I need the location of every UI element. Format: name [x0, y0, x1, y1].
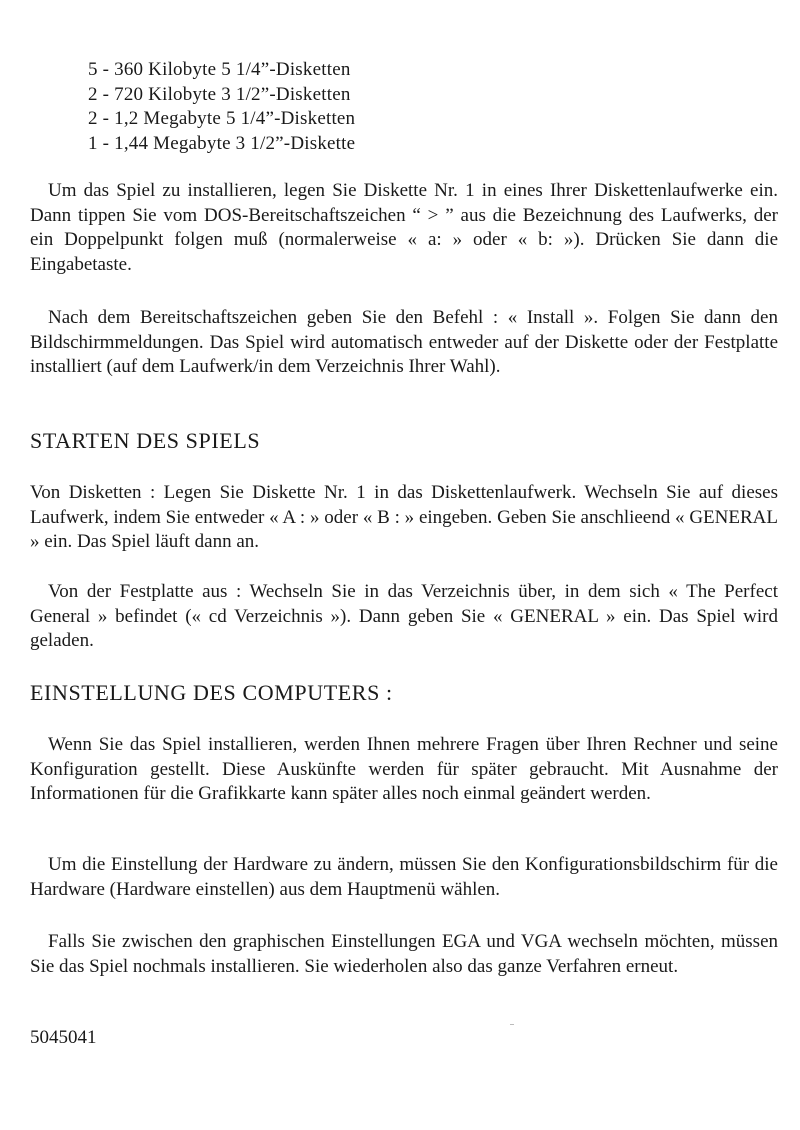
computer-paragraph-1-text: Wenn Sie das Spiel installieren, werden Ihnen mehrere Fragen über Ihren Rechner und seine Konfiguration gestellt. Diese Auskünfte werden für später gebraucht. Mit Ausnahme der Informationen für die Grafikkarte kann später alles noch einmal geändert werden. [30, 734, 778, 804]
start-paragraph-2 [30, 580, 778, 654]
scan-speck [510, 1024, 514, 1025]
document-code: 5045041 [30, 1027, 97, 1048]
section-heading-computer: EINSTELLUNG DES COMPUTERS : [30, 680, 393, 705]
start-paragraph-1 [30, 481, 778, 555]
computer-paragraph-1 [30, 733, 778, 807]
install-paragraph-2 [30, 306, 778, 380]
list-item: 5 - 360 Kilobyte 5 1/4”-Disketten [88, 59, 351, 80]
list-item: 1 - 1,44 Megabyte 3 1/2”-Diskette [88, 132, 356, 154]
install-paragraph-1-text: Um das Spiel zu installieren, legen Sie Diskette Nr. 1 in eines Ihrer Diskettenlaufwerke ein. Dann tippen Sie vom DOS-Bereitschaftszeichen “ > ” aus die Bezeichnung des Laufwerks, der ein Doppelpunkt folgen muß (normalerweise « a: » oder « b: »). Drücken Sie dann die Eingabetaste. [30, 180, 778, 275]
computer-paragraph-2 [30, 853, 778, 902]
start-paragraph-2-text: Von der Festplatte aus : Wechseln Sie in das Verzeichnis über, in dem sich « The Perfect General » befindet (« cd Verzeichnis »). Dann geben Sie « GENERAL » ein. Das Spiel wird geladen. [30, 581, 778, 651]
list-item: 2 - 1,2 Megabyte 5 1/4”-Disketten [88, 108, 356, 129]
computer-paragraph-3-text: Falls Sie zwischen den graphischen Einstellungen EGA und VGA wechseln möchten, müssen Sie das Spiel nochmals installieren. Sie wiederholen also das ganze Verfahren erneut. [30, 931, 778, 977]
section-heading-start: STARTEN DES SPIELS [30, 428, 261, 453]
computer-paragraph-2-text: Um die Einstellung der Hardware zu ändern, müssen Sie den Konfigurationsbildschirm für die Hardware (Hardware einstellen) aus dem Hauptmenü wählen. [30, 854, 778, 900]
start-paragraph-1-text: Von Disketten : Legen Sie Diskette Nr. 1 in das Diskettenlaufwerk. Wechseln Sie auf dieses Laufwerk, indem Sie entweder « A : » oder « B : » eingeben. Geben Sie anschlieend « GENERAL » ein. Das Spiel läuft dann an. [30, 482, 778, 552]
computer-paragraph-3 [30, 930, 778, 979]
install-paragraph-2-text: Nach dem Bereitschaftszeichen geben Sie den Befehl : « Install ». Folgen Sie dann den Bildschirmmeldungen. Das Spiel wird automatisch entweder auf der Diskette oder der Festplatte installiert (auf dem Laufwerk/in dem Verzeichnis Ihrer Wahl). [30, 307, 778, 377]
disk-requirements-list [88, 58, 355, 156]
install-paragraph-1 [30, 179, 778, 277]
list-item: 2 - 720 Kilobyte 3 1/2”-Disketten [88, 83, 351, 105]
